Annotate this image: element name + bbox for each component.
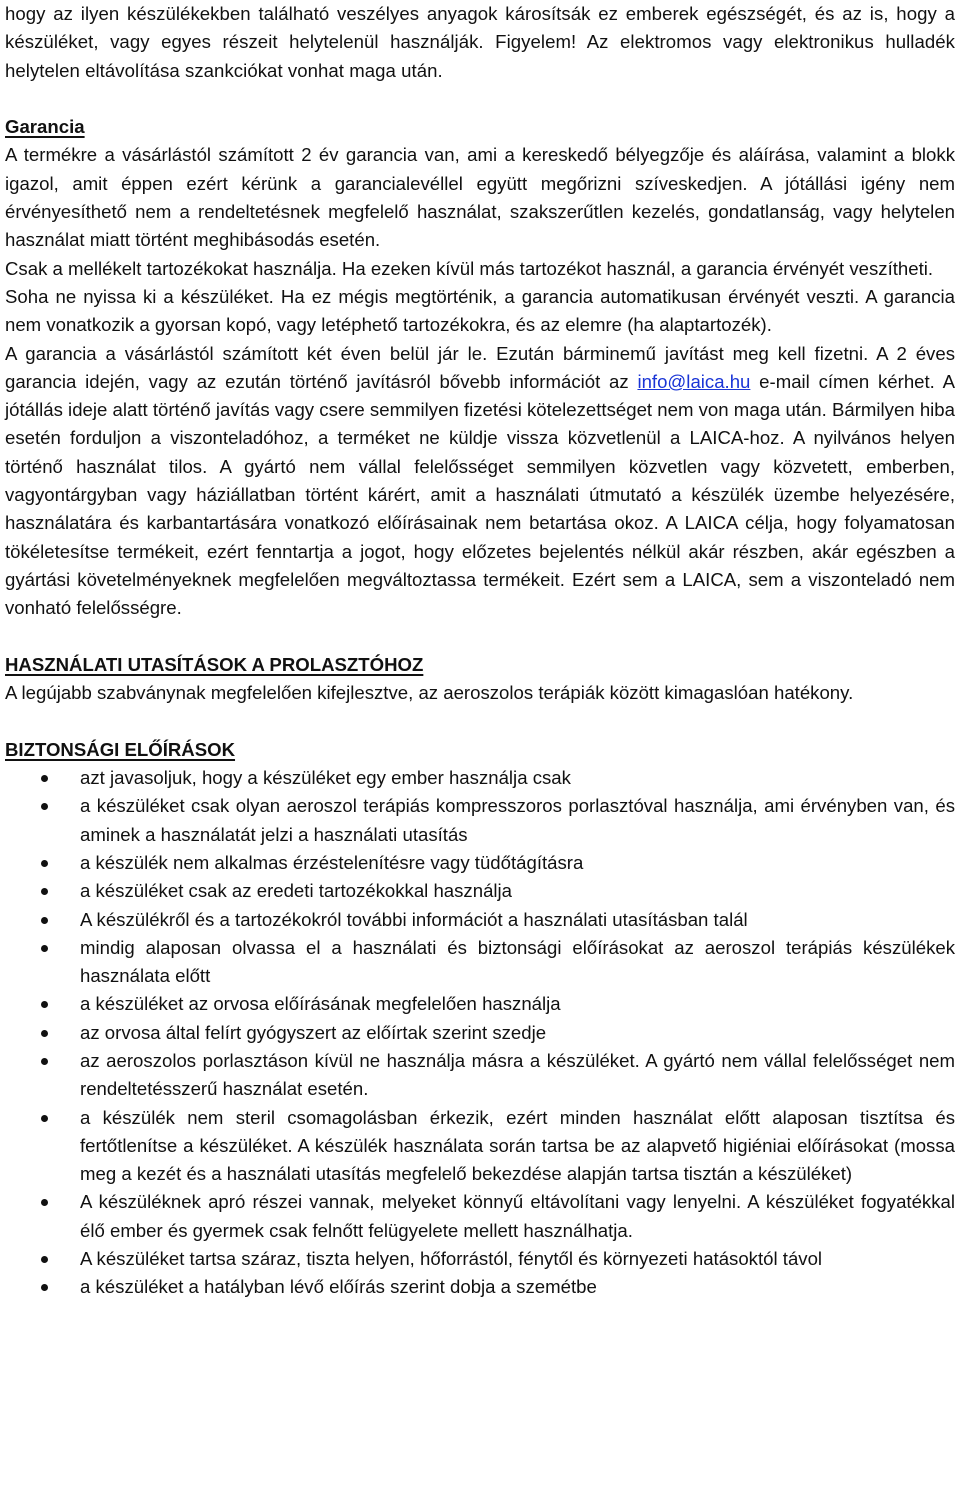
list-item [5, 1104, 955, 1189]
list-item [5, 1273, 955, 1301]
warranty-paragraph-4-end: e-mail címen kérhet. A jótállás ideje alatt történő javítás vagy csere semmilyen fizetési kötelezettséget nem von maga után. Bármilyen hiba esetén forduljon a viszonteladóhoz, a terméket ne küldje vissza közvetlenül a LAICA-hoz. A nyilvános helyen történő használat tilos. A gyártó nem vállal felelősséget semmilyen közvetlen vagy közvetett, emberben, vagyontárgyban vagy háziállatban történt kárért, amit a használati útmutató a készülék üzembe helyezésére, használatára és karbantartására vonatkozó előírásainak nem betartása okoz. A LAICA célja, hogy folyamatosan tökéletesítse termékeit, ezért fenntartja a jogot, hogy előzetes bejelentés nélkül akár részben, akár egészben a gyártási követelményeknek megfelelően megváltoztassa termékeit. Ezért sem a LAICA, sem a viszonteladó nem vonható felelősségre. [5, 370, 955, 619]
list-item-text: A készüléket tartsa száraz, tiszta helyen, hőforrástól, fénytől és környezeti hatásoktól távol [80, 1248, 823, 1270]
instructions-section [5, 651, 955, 708]
instructions-paragraph: A legújabb szabványnak megfelelően kifejlesztve, az aeroszolos terápiák között kimagaslóan hatékony. [5, 682, 854, 704]
safety-heading: BIZTONSÁGI ELŐÍRÁSOK [5, 738, 236, 760]
list-item-text: A készülékről és a tartozékokról további információt a használati utasításban talál [80, 908, 748, 930]
bullet-icon [41, 860, 48, 867]
warranty-section [5, 113, 955, 622]
bullet-icon [41, 1199, 48, 1206]
spacer [5, 623, 955, 651]
list-item-text: a készüléket a hatályban lévő előírás szerint dobja a szemétbe [80, 1276, 597, 1298]
warranty-paragraph-3: Soha ne nyissa ki a készüléket. Ha ez mégis megtörténik, a garancia automatikusan érvényét veszti. A garancia nem vonatkozik a gyorsan kopó, vagy letéphető tartozékokra, és az elemre (ha alaptartozék). [5, 285, 955, 336]
list-item-text: a készüléket csak olyan aeroszol terápiás kompresszoros porlasztóval használja, ami érvényben van, és aminek a használatát jelzi a használati utasítás [80, 795, 955, 845]
bullet-icon [41, 1058, 48, 1065]
list-item-text: az orvosa által felírt gyógyszert az előírtak szerint szedje [80, 1021, 547, 1043]
bullet-icon [41, 1030, 48, 1037]
warranty-heading: Garancia [5, 116, 85, 138]
warranty-paragraph-4 [5, 340, 955, 623]
spacer [5, 85, 955, 113]
bullet-icon [41, 1115, 48, 1122]
list-item-text: a készüléket az orvosa előírásának megfelelően használja [80, 993, 561, 1015]
bullet-icon [41, 1256, 48, 1263]
list-item [5, 764, 955, 792]
list-item [5, 877, 955, 905]
instructions-heading: HASZNÁLATI UTASÍTÁSOK A PROLASZTÓHOZ [5, 653, 424, 675]
list-item-text: mindig alaposan olvassa el a használati és biztonsági előírásokat az aeroszol terápiás készülékek használata előtt [80, 936, 955, 987]
intro-paragraph: hogy az ilyen készülékekben található veszélyes anyagok károsítsák ez emberek egészségét, és az is, hogy a készüléket, vagy egyes részeit helytelenül használják. Figyelem! Az elektromos vagy elektronikus hulladék helytelen eltávolítása szankciókat vonhat maga után. [5, 3, 955, 81]
list-item [5, 1047, 955, 1104]
safety-section [5, 736, 955, 1302]
list-item-text: a készülék nem alkalmas érzéstelenítésre vagy tüdőtágításra [80, 851, 584, 873]
bullet-icon [41, 945, 48, 952]
list-item [5, 1245, 955, 1273]
warranty-paragraph-1: A termékre a vásárlástól számított 2 év garancia van, ami a kereskedő bélyegzője és aláírása, valamint a blokk igazol, amit éppen ezért kérünk a garancialevéllel együtt megőrizni szíveskedjen. A jótállási igény nem érvényesíthető nem a rendeltetésnek megfelelő használat, szakszerűtlen kezelés, gondatlanság, vagy helytelen használat miatt történt meghibásodás esetén. [5, 144, 955, 251]
list-item-text: a készülék nem steril csomagolásban érkezik, ezért minden használat előtt alaposan tisztítsa és fertőtlenítse a készüléket. A készülék használata során tartsa be az alapvető higiéniai előírásokat (mossa meg a kezét és a használati utasítás megfelelő bekezdése alapján tartsa tisztán a készüléket) [80, 1106, 955, 1185]
list-item [5, 990, 955, 1018]
list-item [5, 906, 955, 934]
list-item [5, 849, 955, 877]
bullet-icon [41, 803, 48, 810]
bullet-icon [41, 888, 48, 895]
list-item-text: a készüléket csak az eredeti tartozékokkal használja [80, 880, 513, 902]
list-item-text: az aeroszolos porlasztáson kívül ne használja másra a készüléket. A gyártó nem vállal felelősséget nem rendeltetésszerű használat esetén. [80, 1049, 955, 1100]
list-item-text: A készüléknek apró részei vannak, melyeket könnyű eltávolítani vagy lenyelni. A készüléket fogyatékkal élő ember és gyermek csak felnőtt felügyelete mellett használhatja. [80, 1191, 955, 1241]
list-item [5, 1019, 955, 1047]
list-item [5, 1188, 955, 1245]
warranty-paragraph-4-start: A garancia a vásárlástól számított két éven belül jár le. Ezután bárminemű javítást meg kell fizetni. A 2 éves garancia idején, vagy az ezután történő javításról bővebb információt az [5, 342, 955, 392]
bullet-icon [41, 1001, 48, 1008]
safety-list [5, 764, 955, 1302]
email-link[interactable]: info@laica.hu [637, 370, 751, 392]
warranty-paragraph-2: Csak a mellékelt tartozékokat használja. Ha ezeken kívül más tartozékot használ, a garancia érvényét veszítheti. [5, 257, 934, 279]
bullet-icon [41, 1284, 48, 1291]
bullet-icon [41, 775, 48, 782]
bullet-icon [41, 917, 48, 924]
list-item [5, 934, 955, 991]
list-item-text: azt javasoljuk, hogy a készüléket egy ember használja csak [80, 767, 571, 789]
list-item [5, 792, 955, 849]
spacer [5, 707, 955, 735]
